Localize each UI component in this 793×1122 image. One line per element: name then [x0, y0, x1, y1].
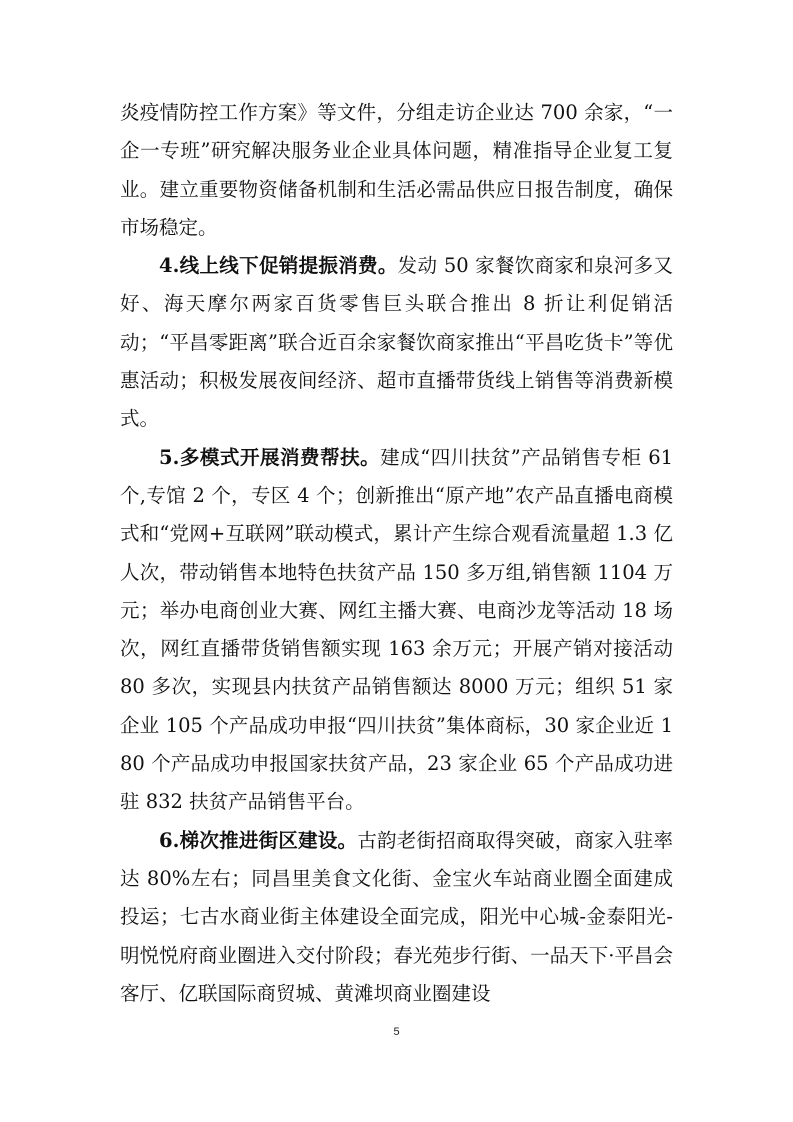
paragraph-1-text: 炎疫情防控工作方案》等文件，分组走访企业达 700 余家，“一企一专班”研究解决服务业企业具体问题，精准指导企业复工复业。建立重要物资储备机制和生活必需品供应日报告制度，确保市场稳定。: [120, 101, 673, 239]
paragraph-3: [120, 439, 673, 822]
paragraph-2-text: 发动 50 家餐饮商家和泉河多又好、海天摩尔两家百货零售巨头联合推出 8 折让利促销活动；“平昌零距离”联合近百余家餐饮商家推出“平昌吃货卡”等优惠活动；积极发展夜间经济、超市直播带货线上销售等消费新模式。: [120, 254, 674, 431]
paragraph-4-text: 古韵老街招商取得突破，商家入驻率达 80%左右；同昌里美食文化街、金宝火车站商业圈全面建成投运；七古水商业街主体建设全面完成，阳光中心城-金泰阳光-明悦悦府商业圈进入交付阶段；春光苑步行街、一品天下·平昌会客厅、亿联国际商贸城、黄滩坝商业圈建设: [120, 828, 673, 1005]
paragraph-3-text: 建成“四川扶贫”产品销售专柜 61 个,专馆 2 个，专区 4 个；创新推出“原产地”农产品直播电商模式和“党网+互联网”联动模式，累计产生综合观看流量超 1.3 亿人次，带动销售本地特色扶贫产品 150 多万组,销售额 1104 万元；举办电商创业大赛、网红主播大赛、电商沙龙等活动 18 场次，网红直播带货销售额实现 163 余万元；开展产销对接活动 80 多次，实现县内扶贫产品销售额达 8000 万元；组织 51 家企业 105 个产品成功申报“四川扶贫”集体商标，30 家企业近 180 个产品成功申报国家扶贫产品，23 家企业 65 个产品成功进驻 832 扶贫产品销售平台。: [120, 445, 674, 814]
paragraph-1: [120, 94, 673, 247]
section-heading-4: 4.线上线下促销提振消费。: [159, 254, 398, 278]
section-heading-6: 6.梯次推进街区建设。: [159, 828, 358, 852]
section-heading-5: 5.多模式开展消费帮扶。: [159, 445, 381, 469]
paragraph-2: [120, 247, 673, 438]
paragraph-4: [120, 822, 673, 1013]
page-number: 5: [393, 1026, 400, 1038]
